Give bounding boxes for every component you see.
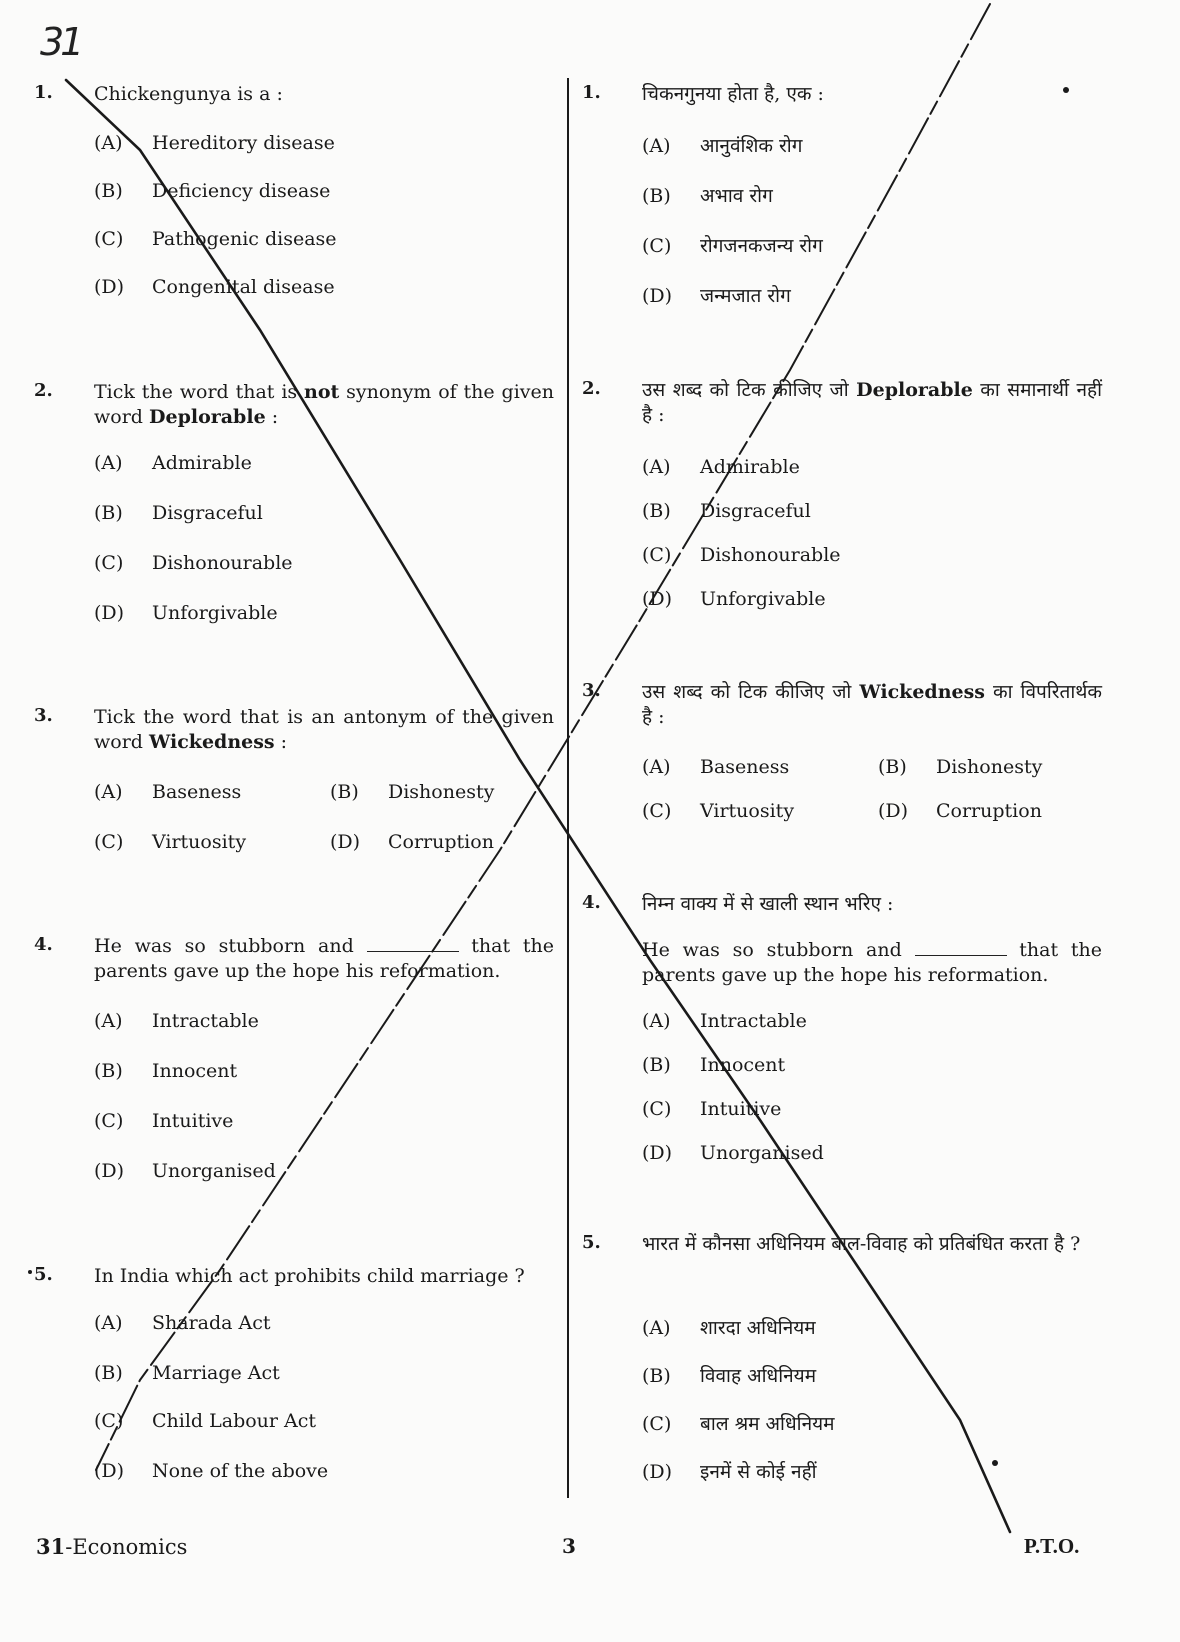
option-a <box>94 132 335 154</box>
option-b: (B) Marriage Act <box>94 1362 280 1384</box>
option-text: Pathogenic disease <box>152 228 337 250</box>
option-a: (A) शारदा अधिनियम <box>642 1317 816 1339</box>
option-c: (C) Virtuosity <box>642 800 795 822</box>
question-number: 2. <box>34 380 53 401</box>
option-b: (B) Disgraceful <box>94 502 263 524</box>
pto-label: P.T.O. <box>1024 1534 1080 1558</box>
option-a: (A) Baseness <box>94 781 242 803</box>
option-b: (B) Innocent <box>642 1054 786 1076</box>
question-text: Tick the word that is not synonym of the given word Deplorable : <box>94 381 554 428</box>
option-c: (C) Dishonourable <box>94 552 293 574</box>
question-text: चिकनगुनया होता है, एक : <box>642 83 824 105</box>
question-number: 4. <box>34 934 53 955</box>
option-a: (A) Intractable <box>94 1010 259 1032</box>
option-label: (B) <box>94 180 123 202</box>
column-divider <box>567 78 569 1498</box>
option-d: (D) जन्मजात रोग <box>642 285 791 307</box>
option-d: (D) Unforgivable <box>642 588 826 610</box>
question-text: Chickengunya is a : <box>94 83 283 105</box>
question-text: निम्न वाक्य में से खाली स्थान भरिए : <box>642 893 894 915</box>
question-number: 3. <box>34 705 53 726</box>
option-c: (C) Intuitive <box>94 1110 234 1132</box>
question-number: 1. <box>582 82 601 103</box>
question-number: 1. <box>34 82 53 103</box>
option-text: Deficiency disease <box>152 180 331 202</box>
fill-blank <box>367 937 459 952</box>
option-a: (A) Admirable <box>94 452 252 474</box>
option-d: (D) Unforgivable <box>94 602 278 624</box>
option-a: (A) Intractable <box>642 1010 807 1032</box>
option-d <box>94 276 335 298</box>
option-label: (D) <box>94 276 125 298</box>
option-c <box>94 228 337 250</box>
option-a: (A) Admirable <box>642 456 800 478</box>
option-b: (B) Dishonesty <box>878 756 1043 778</box>
option-b <box>94 180 330 202</box>
option-a: (A) आनुवंशिक रोग <box>642 135 803 157</box>
option-c: (C) Intuitive <box>642 1098 782 1120</box>
handwritten-page-note: 31 <box>40 20 81 64</box>
option-c: (C) बाल श्रम अधिनियम <box>642 1413 835 1435</box>
option-d: (D) Corruption <box>330 831 494 853</box>
option-d: (D) Unorganised <box>94 1160 276 1182</box>
option-label: (A) <box>94 132 123 154</box>
ink-dot <box>992 1460 998 1466</box>
question-number: 5. <box>34 1264 53 1285</box>
option-b: (B) Disgraceful <box>642 500 811 522</box>
option-b: (B) Innocent <box>94 1060 238 1082</box>
question-text: उस शब्द को टिक कीजिए जो Deplorable का समानार्थी नहीं है : <box>642 379 1103 426</box>
option-a: (A) Baseness <box>642 756 790 778</box>
question-text: In India which act prohibits child marriage ? <box>94 1265 525 1287</box>
question-number: 3. <box>582 680 601 701</box>
question-text: भारत में कौनसा अधिनियम बाल-विवाह को प्रतिबंधित करता है ? <box>642 1233 1081 1255</box>
option-b: (B) विवाह अधिनियम <box>642 1365 817 1387</box>
page-number: 3 <box>562 1534 576 1558</box>
option-c: (C) Virtuosity <box>94 831 247 853</box>
fill-blank <box>915 941 1007 956</box>
question-text: He was so stubborn and that the parents gave up the hope his reformation. <box>94 935 554 982</box>
footer-subject: 31-Economics <box>36 1534 188 1559</box>
option-text: Congenital disease <box>152 276 335 298</box>
option-d: (D) इनमें से कोई नहीं <box>642 1461 817 1483</box>
option-c: (C) Dishonourable <box>642 544 841 566</box>
option-b: (B) Dishonesty <box>330 781 495 803</box>
question-number: 2. <box>582 378 601 399</box>
option-d: (D) None of the above <box>94 1460 329 1482</box>
option-text: Hereditory disease <box>152 132 335 154</box>
question-text: Tick the word that is an antonym of the given word Wickedness : <box>94 706 554 753</box>
question-sentence: He was so stubborn and that the parents gave up the hope his reformation. <box>642 939 1102 986</box>
question-number: 4. <box>582 892 601 913</box>
option-c: (C) रोगजनकजन्य रोग <box>642 235 823 257</box>
question-number: 5. <box>582 1232 601 1253</box>
option-c: (C) Child Labour Act <box>94 1410 317 1432</box>
option-a: (A) Sharada Act <box>94 1312 271 1334</box>
option-d: (D) Unorganised <box>642 1142 824 1164</box>
option-b: (B) अभाव रोग <box>642 185 773 207</box>
question-text: उस शब्द को टिक कीजिए जो Wickedness का विपरितार्थक है : <box>642 681 1103 728</box>
option-d: (D) Corruption <box>878 800 1042 822</box>
option-label: (C) <box>94 228 124 250</box>
ink-dot <box>28 1270 32 1274</box>
